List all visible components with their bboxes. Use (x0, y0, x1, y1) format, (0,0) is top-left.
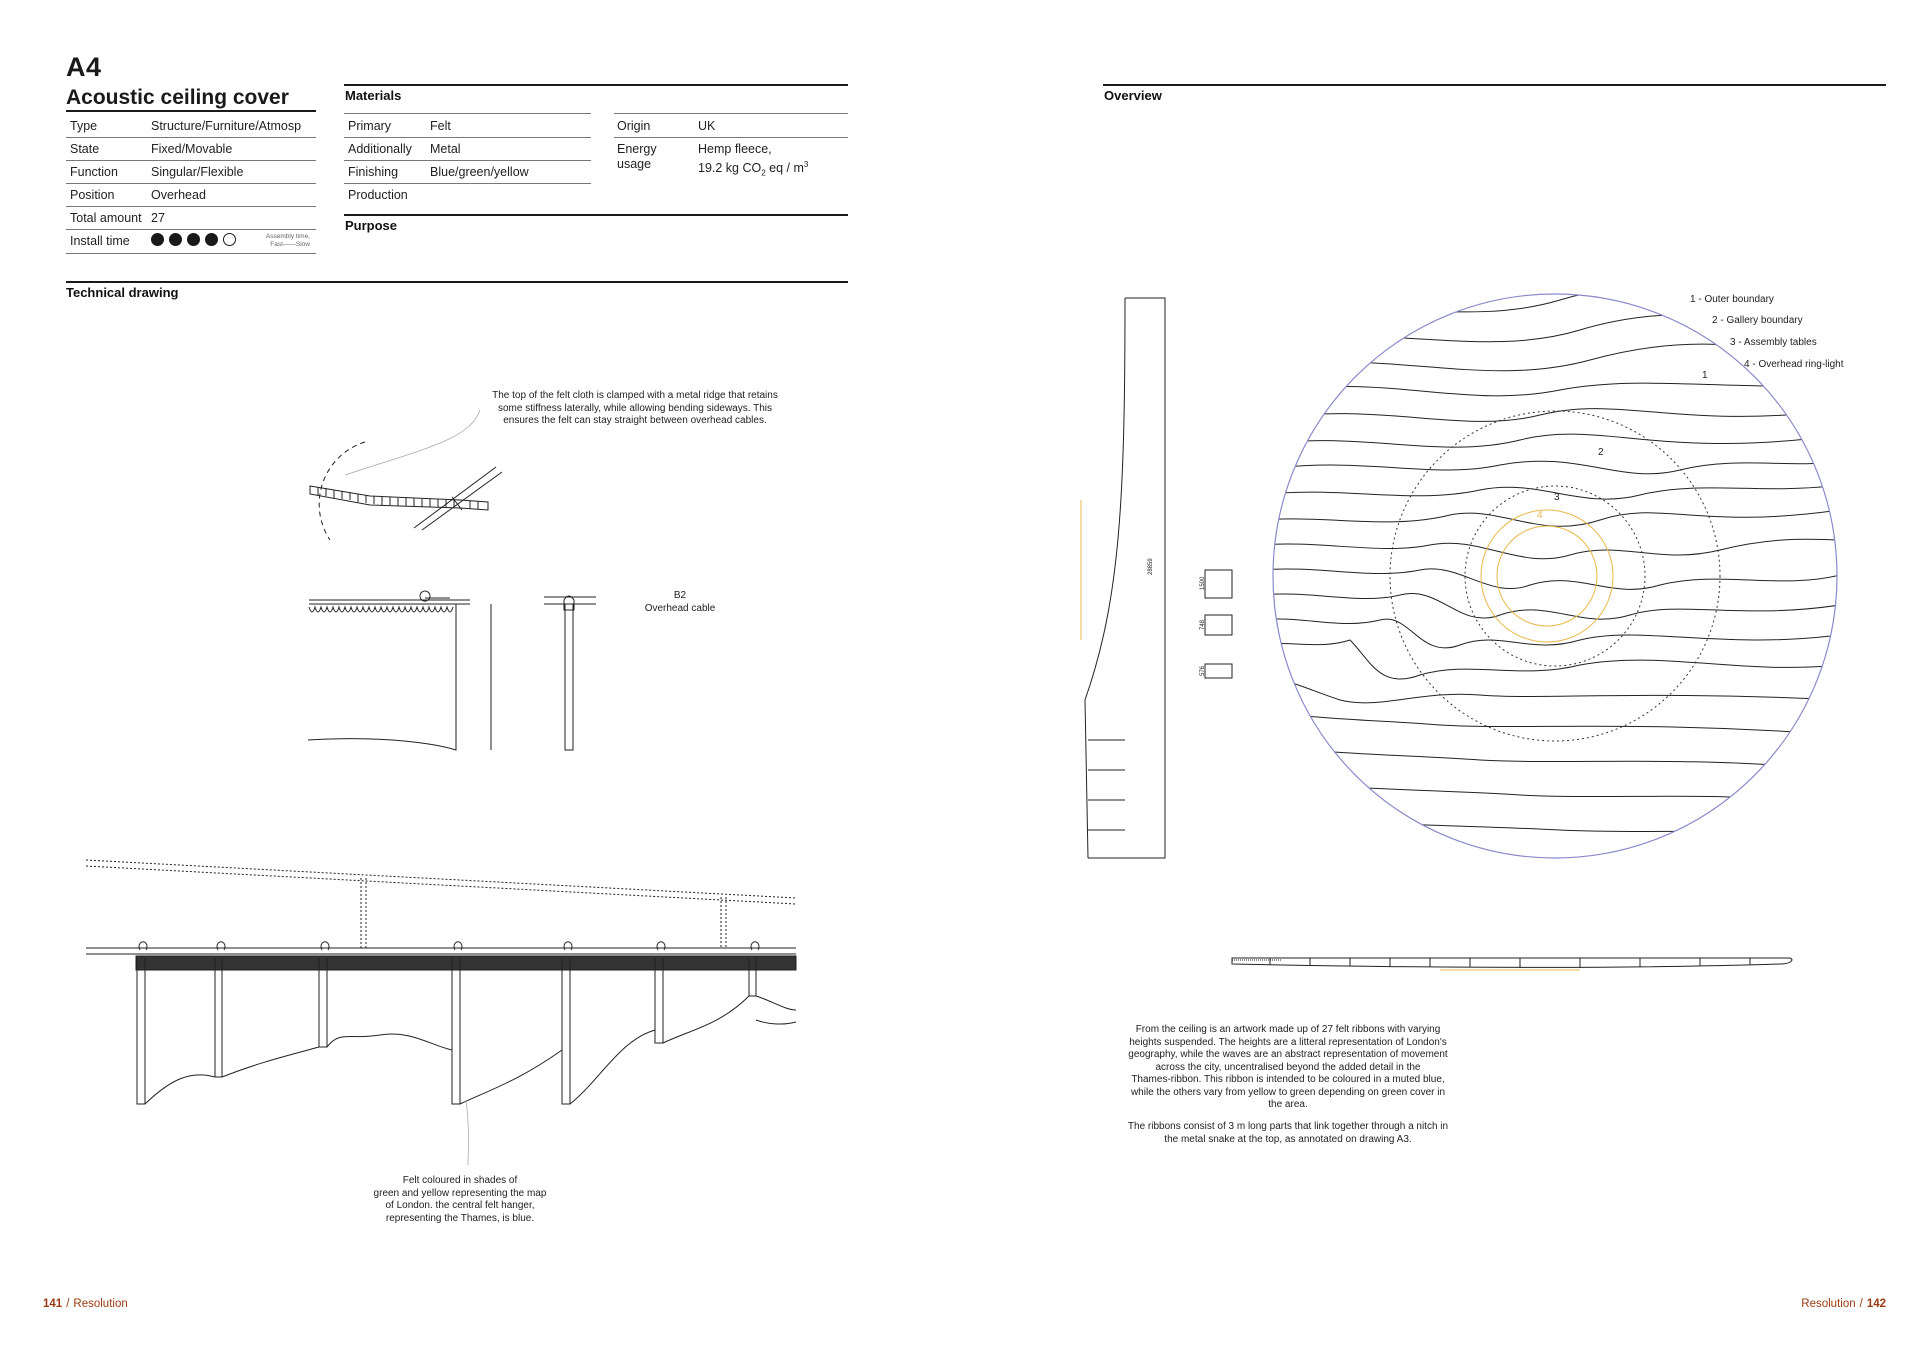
footer-left (43, 1298, 128, 1310)
spec-value-state: Fixed/Movable (151, 142, 233, 156)
spec-value-type: Structure/Furniture/Atmosp (151, 119, 302, 133)
material-label-additionally: Additionally (348, 142, 412, 156)
marker-3: 3 (1554, 492, 1560, 503)
note-line: ensures the felt can stay straight between overhead cables. (503, 415, 767, 426)
section-name-right: Resolution (1801, 1298, 1856, 1310)
footer-right (1801, 1298, 1886, 1310)
technical-drawing-heading: Technical drawing (66, 285, 179, 300)
overview-paragraph-2 (1118, 1121, 1458, 1146)
energy-label-line: Energy (617, 142, 657, 156)
material-label-primary: Primary (348, 119, 392, 133)
note-line: representing the Thames, is blue. (385, 1212, 535, 1224)
note-line: across the city, uncentralised beyond the added detail in the (1155, 1061, 1421, 1073)
scale-caption-line: Assembly time, (265, 233, 310, 240)
note-line: heights suspended. The heights are a litteral representation of London's (1129, 1036, 1447, 1048)
energy-unit: eq / m (765, 161, 804, 176)
energy-superscript: 3 (803, 160, 809, 169)
felt-note (360, 1175, 560, 1225)
legend-overhead-ringlight: 4 - Overhead ring-light (1744, 359, 1844, 370)
note-line: of London. the central felt hanger, (385, 1200, 535, 1211)
page-title: Acoustic ceiling cover (66, 86, 289, 109)
legend-outer-boundary: 1 - Outer boundary (1690, 294, 1774, 305)
spec-label-install: Install time (70, 234, 130, 248)
legend-gallery-boundary: 2 - Gallery boundary (1712, 315, 1803, 326)
material-value-primary: Felt (430, 119, 451, 133)
dim-total-label: 28859 (1148, 558, 1154, 575)
spec-value-total: 27 (151, 211, 165, 225)
overview-heading: Overview (1104, 88, 1162, 103)
note-line: green and yellow representing the map (373, 1187, 547, 1199)
side-elevation-strip (1081, 298, 1232, 858)
note-line: The ribbons consist of 3 m long parts that link together through a nitch in (1127, 1121, 1449, 1132)
spec-label-type: Type (70, 119, 98, 133)
spec-value-position: Overhead (151, 188, 206, 202)
b2-code: B2 (673, 590, 687, 601)
purpose-heading: Purpose (345, 218, 398, 233)
b2-label: Overhead cable (644, 602, 716, 614)
spec-label-state: State (70, 142, 100, 156)
note-line: geography, while the waves are an abstract representation of movement (1128, 1049, 1448, 1060)
marker-2: 2 (1598, 447, 1604, 458)
overview-paragraph-1 (1118, 1024, 1458, 1112)
energy-amount: 19.2 kg CO (698, 161, 762, 176)
marker-1: 1 (1702, 370, 1708, 381)
gallery-boundary-circle (1390, 411, 1720, 741)
material-label-production: Production (348, 188, 408, 202)
spec-label-total: Total amount (70, 211, 142, 225)
scale-caption-line: Fast——Slow (270, 241, 310, 248)
note-line: Felt coloured in shades of (402, 1175, 518, 1186)
dim-a-label: 1500 (1200, 576, 1206, 590)
dim-b-label: 748 (1200, 619, 1206, 630)
front-elevation-strip (1232, 958, 1792, 970)
material-value-additionally: Metal (430, 142, 461, 156)
sheet-code: A4 (66, 52, 102, 82)
section-name-left: Resolution (73, 1298, 128, 1310)
energy-value-line: Hemp fleece, (698, 142, 772, 156)
assembly-tables-circle (1465, 486, 1645, 666)
materials-heading: Materials (345, 88, 402, 103)
overview-plan-drawing (960, 0, 1920, 1356)
footer-separator: / (66, 1298, 70, 1310)
clamp-note (470, 390, 800, 428)
ringlight-circle-outer (1481, 510, 1613, 642)
hanger-section-drawing (308, 591, 596, 750)
note-line: while the others vary from yellow to green depending on green cover in (1130, 1086, 1446, 1098)
b2-callout (630, 590, 730, 615)
marker-4: 4 (1537, 510, 1543, 521)
note-line: Thames-ribbon. This ribbon is intended to be coloured in a muted blue, (1131, 1074, 1445, 1085)
outer-boundary-circle (1273, 294, 1837, 858)
page-number-right: 142 (1866, 1298, 1886, 1310)
spec-label-function: Function (70, 165, 118, 179)
clamp-detail-drawing (310, 410, 502, 540)
spec-value-function: Singular/Flexible (151, 165, 244, 179)
dim-c-label: 576 (1200, 665, 1206, 676)
legend-assembly-tables: 3 - Assembly tables (1730, 337, 1817, 348)
note-line: the area. (1268, 1099, 1308, 1110)
page-number-left: 141 (43, 1298, 63, 1310)
energy-subscript: 2 (761, 168, 766, 178)
footer-separator: / (1859, 1298, 1863, 1310)
energy-label-line: usage (617, 157, 652, 171)
material-label-finishing: Finishing (348, 165, 399, 179)
note-line: the metal snake at the top, as annotated on drawing A3. (1164, 1133, 1412, 1145)
note-line: From the ceiling is an artwork made up of 27 felt ribbons with varying (1135, 1024, 1441, 1035)
note-line: The top of the felt cloth is clamped with a metal ridge that retains (492, 390, 778, 401)
spec-label-position: Position (70, 188, 115, 202)
long-elevation-drawing (86, 860, 796, 1165)
origin-label: Origin (617, 119, 651, 133)
material-value-finishing: Blue/green/yellow (430, 165, 529, 179)
origin-value: UK (698, 119, 716, 133)
note-line: some stiffness laterally, while allowing bending sideways. This (497, 402, 773, 414)
